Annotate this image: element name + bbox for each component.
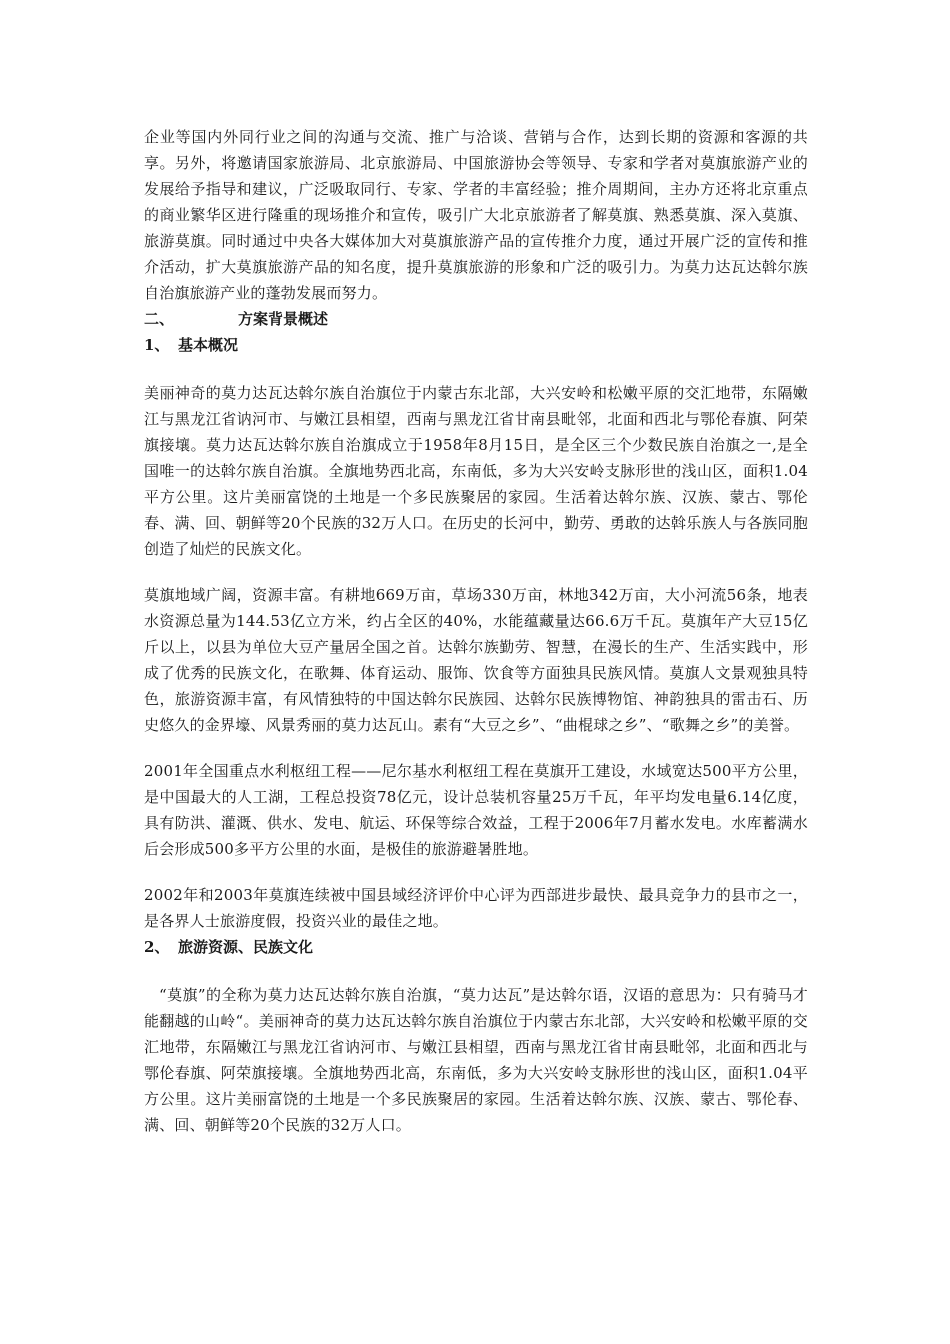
paragraph-recognition: 2002年和2003年莫旗连续被中国县域经济评价中心评为西部进步最快、最具竞争力的县市之一，是各界人士旅游度假，投资兴业的最佳之地。 — [144, 886, 808, 930]
paragraph-location: 美丽神奇的莫力达瓦达斡尔族自治旗位于内蒙古东北部，大兴安岭和松嫩平原的交汇地带，东隔嫩江与黑龙江省讷河市、与嫩江县相望，西南与黑龙江省甘南县毗邻，北面和西北与鄂伦春旗、阿荣旗接壤。莫力达瓦达斡尔族自治旗成立于1958年8月15日，是全区三个少数民族自治旗之一,是全国唯一的达斡尔族自治旗。全旗地势西北高，东南低，多为大兴安岭支脉形世的浅山区，面积1.04平方公里。这片美丽富饶的土地是一个多民族聚居的家园。生活着达斡尔族、汉族、蒙古、鄂伦春、满、回、朝鲜等20个民族的32万人口。在历史的长河中，勤劳、勇敢的达斡乐族人与各族同胞创造了灿烂的民族文化。 — [144, 384, 808, 558]
subsection-number: 1、 — [144, 336, 170, 354]
paragraph-hydro-project: 2001年全国重点水利枢纽工程——尼尔基水利枢纽工程在莫旗开工建设，水域宽达500平方公里，是中国最大的人工湖，工程总投资78亿元，设计总装机容量25万千瓦，年平均发电量6.14亿度，具有防洪、灌溉、供水、发电、航运、环保等综合效益，工程于2006年7月蓄水发电。水库蓄满水后会形成500多平方公里的水面，是极佳的旅游避暑胜地。 — [144, 762, 808, 858]
paragraph-resources: 莫旗地域广阔，资源丰富。有耕地669万亩，草场330万亩，林地342万亩，大小河流56条，地表水资源总量为144.53亿立方米，约占全区的40%，水能蕴藏量达66.6万千瓦。莫旗年产大豆15亿斤以上，以县为单位大豆产量居全国之首。达斡尔族勤劳、智慧，在漫长的生产、生活实践中，形成了优秀的民族文化，在歌舞、体育运动、服饰、饮食等方面独具民族风情。莫旗人文景观独具特色，旅游资源丰富，有风情独特的中国达斡尔民族园、达斡尔民族博物馆、神韵独具的雷击石、历史悠久的金界壕、风景秀丽的莫力达瓦山。素有“大豆之乡”、“曲棍球之乡”、“歌舞之乡”的美誉。 — [144, 586, 808, 734]
paragraph-name-origin: “莫旗”的全称为莫力达瓦达斡尔族自治旗，“莫力达瓦”是达斡尔语，汉语的意思为：只有骑马才能翻越的山岭“。美丽神奇的莫力达瓦达斡尔族自治旗位于内蒙古东北部，大兴安岭和松嫩平原的交汇地带，东隔嫩江与黑龙江省讷河市、与嫩江县相望，西南与黑龙江省甘南县毗邻，北面和西北与鄂伦春旗、阿荣旗接壤。全旗地势西北高，东南低，多为大兴安岭支脉形世的浅山区，面积1.04平方公里。这片美丽富饶的土地是一个多民族聚居的家园。生活着达斡尔族、汉族、蒙古、鄂伦春、满、回、朝鲜等20个民族的32万人口。 — [144, 986, 808, 1134]
subsection-heading-tourism-culture — [144, 934, 808, 960]
section-heading-background — [144, 306, 808, 332]
subsection-title: 基本概况 — [178, 336, 239, 354]
subsection-number: 2、 — [144, 938, 170, 956]
section-title: 方案背景概述 — [238, 310, 329, 328]
section-number: 二、 — [144, 310, 175, 328]
document-body — [144, 124, 808, 1138]
subsection-heading-overview — [144, 332, 808, 358]
subsection-title: 旅游资源、民族文化 — [178, 938, 314, 956]
paragraph-intro-continued: 企业等国内外同行业之间的沟通与交流、推广与洽谈、营销与合作，达到长期的资源和客源的共享。另外，将邀请国家旅游局、北京旅游局、中国旅游协会等领导、专家和学者对莫旗旅游产业的发展给予指导和建议，广泛吸取同行、专家、学者的丰富经验；推介周期间，主办方还将北京重点的商业繁华区进行隆重的现场推介和宣传，吸引广大北京旅游者了解莫旗、熟悉莫旗、深入莫旗、旅游莫旗。同时通过中央各大媒体加大对莫旗旅游产品的宣传推介力度，通过开展广泛的宣传和推介活动，扩大莫旗旅游产品的知名度，提升莫旗旅游的形象和广泛的吸引力。为莫力达瓦达斡尔族自治旗旅游产业的蓬勃发展而努力。 — [144, 128, 808, 302]
